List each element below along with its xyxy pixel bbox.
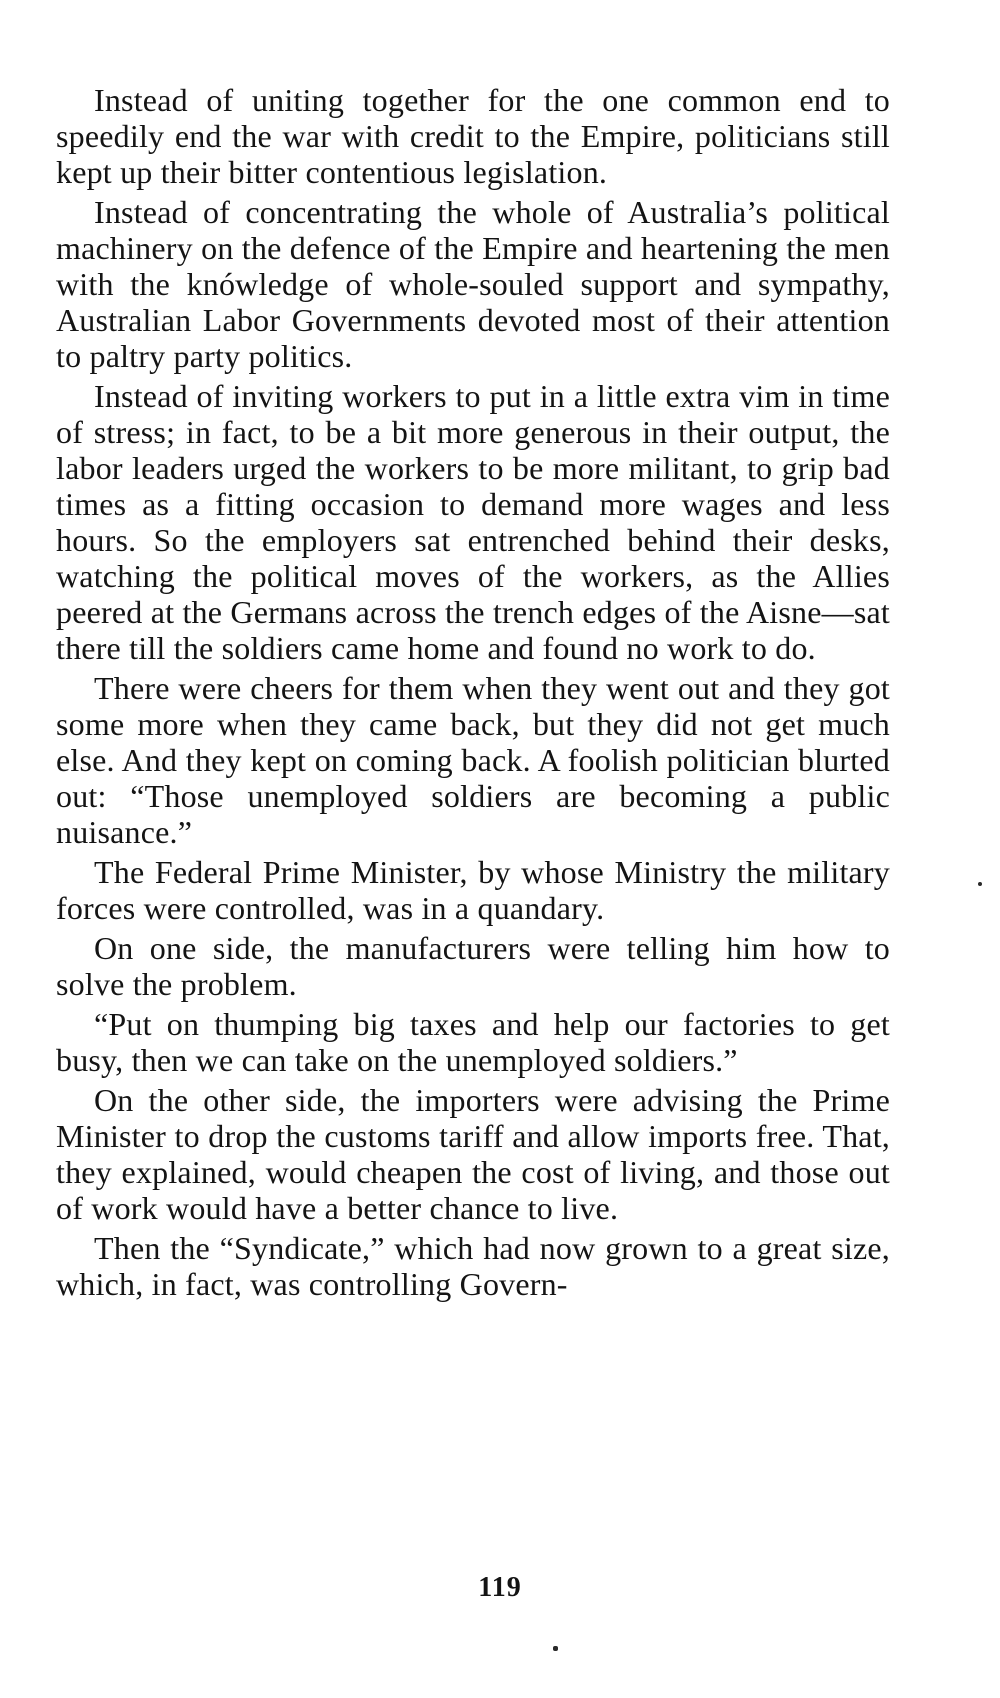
paragraph-3: Instead of inviting workers to put in a little extra vim in time of stress; in fact, to be a bit more generous in their output, the labor leaders urged the workers to be more militant, to grip bad times as a fitting occasion to demand more wages and less hours. So the employers sat entrenched behind their desks, watching the political moves of the workers, as the Allies peered at the Germans across the trench edges of the Aisne—sat there till the soldiers came home and found no work to do. <box>56 378 890 666</box>
paragraph-8: On the other side, the importers were advising the Prime Minister to drop the customs tariff and allow imports free. That, they explained, would cheapen the cost of living, and those out of work would have a better chance to live. <box>56 1082 890 1226</box>
paragraph-9: Then the “Syndicate,” which had now grown to a great size, which, in fact, was controlling Govern- <box>56 1230 890 1302</box>
ink-speck <box>553 1646 558 1651</box>
paragraph-6: On one side, the manufacturers were telling him how to solve the problem. <box>56 930 890 1002</box>
body-text <box>56 82 890 1306</box>
paragraph-4: There were cheers for them when they went out and they got some more when they came back, but they did not get much else. And they kept on coming back. A foolish politician blurted out: “Those unemployed soldiers are becoming a public nuisance.” <box>56 670 890 850</box>
paragraph-5: The Federal Prime Minister, by whose Ministry the military forces were controlled, was in a quandary. <box>56 854 890 926</box>
paragraph-2: Instead of concentrating the whole of Australia’s political machinery on the defence of the Empire and heartening the men with the knówledge of whole-souled support and sympathy, Australian Labor Governments devoted most of their attention to paltry party politics. <box>56 194 890 374</box>
paragraph-1: Instead of uniting together for the one common end to speedily end the war with credit to the Empire, politicians still kept up their bitter contentious legislation. <box>56 82 890 190</box>
page-number: 119 <box>478 1572 522 1603</box>
ink-speck <box>978 882 982 886</box>
paragraph-7: “Put on thumping big taxes and help our factories to get busy, then we can take on the unemployed soldiers.” <box>56 1006 890 1078</box>
